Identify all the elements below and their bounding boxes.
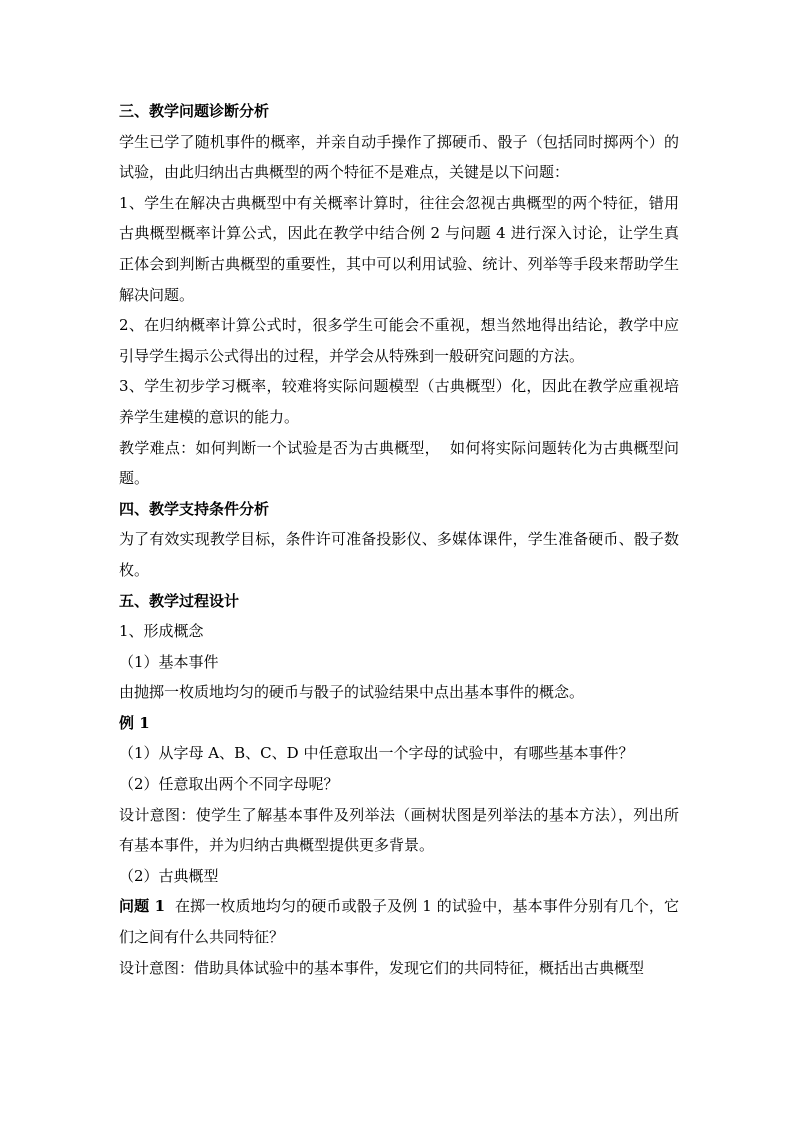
list-item: 1、学生在解决古典概型中有关概率计算时，往往会忽视古典概型的两个特征，错用古典概型概率计算公式，因此在教学中结合例 2 与问题 4 进行深入讨论，让学生真正体会到判断古典概型的重要性，其中可以利用试验、统计、列举等手段来帮助学生解决问题。 <box>119 193 679 304</box>
example-label: 例 1 <box>119 713 150 732</box>
section-heading-5: 五、教学过程设计 <box>119 591 240 610</box>
question-text: 在掷一枚质地均匀的硬币或骰子及例 1 的试验中，基本事件分别有几个，它们之间有什么共同特征？ <box>119 897 679 947</box>
paragraph: 学生已学了随机事件的概率，并亲自动手操作了掷硬币、骰子（包括同时掷两个）的试验，由此归纳出古典概型的两个特征不是难点，关键是以下问题： <box>119 132 679 182</box>
example-question: （2）任意取出两个不同字母呢？ <box>119 775 339 794</box>
design-intent: 设计意图：使学生了解基本事件及列举法（画树状图是列举法的基本方法），列出所有基本事件，并为归纳古典概型提供更多背景。 <box>119 805 679 855</box>
subheading: 1、形成概念 <box>119 622 204 641</box>
subheading: （1）基本事件 <box>119 652 219 671</box>
section-heading-3: 三、教学问题诊断分析 <box>119 102 270 120</box>
document-body <box>119 96 679 983</box>
list-item: 2、在归纳概率计算公式时，很多学生可能会不重视，想当然地得出结论，教学中应引导学生揭示公式得出的过程，并学会从特殊到一般研究问题的方法。 <box>119 316 679 365</box>
example-question: （1）从字母 A、B、C、D 中任意取出一个字母的试验中，有哪些基本事件？ <box>119 744 634 763</box>
question-label: 问题 1 <box>119 897 166 916</box>
paragraph: 教学难点：如何判断一个试验是否为古典概型， 如何将实际问题转化为古典概型问题。 <box>119 438 679 488</box>
list-item: 3、学生初步学习概率，较难将实际问题模型（古典概型）化，因此在教学应重视培养学生建模的意识的能力。 <box>119 377 679 426</box>
question-paragraph <box>119 891 679 952</box>
paragraph: 为了有效实现教学目标，条件许可准备投影仪、多媒体课件，学生准备硬币、骰子数枚。 <box>119 530 679 579</box>
paragraph: 由抛掷一枚质地均匀的硬币与骰子的试验结果中点出基本事件的概念。 <box>119 683 585 702</box>
subheading: （2）古典概型 <box>119 866 219 885</box>
design-intent: 设计意图：借助具体试验中的基本事件，发现它们的共同特征，概括出古典概型 <box>119 958 645 977</box>
section-heading-4: 四、教学支持条件分析 <box>119 499 270 518</box>
